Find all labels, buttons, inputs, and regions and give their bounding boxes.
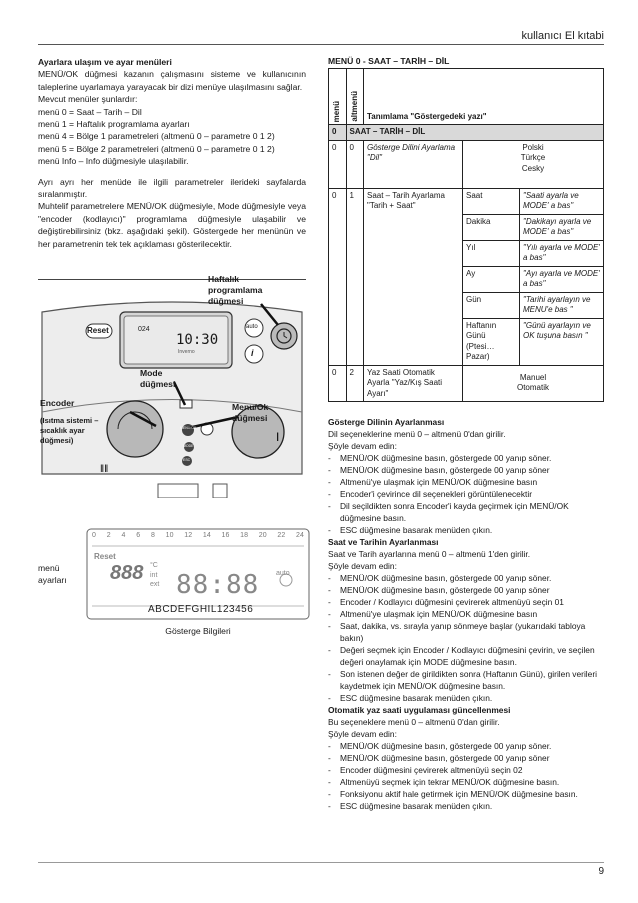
tick-label: 12 (184, 532, 193, 539)
section-heading: Ayarlara ulaşım ve ayar menüleri (38, 57, 172, 67)
row-desc: Saat – Tarih Ayarlama "Tarih + Saat" (364, 188, 463, 365)
lcd-hour-ticks (92, 532, 304, 539)
lcd-text-segment: ABCDEFGHIL123456 (148, 604, 254, 615)
row-alt: 1 (346, 188, 364, 365)
svg-text:‖‖: ‖‖ (100, 464, 109, 475)
step: - Altmenü'ye ulaşmak için MENÜ/OK düğmesine basın (328, 476, 604, 488)
option: Polski (522, 142, 544, 152)
tick-label: 22 (277, 532, 286, 539)
col-altmenu-header: altmenü (346, 69, 364, 125)
step: - Değeri seçmek için Encoder / Kodlayıcı düğmesini çevirin, ve seçilen değeri onaylamak için MODE düğmesine basın. (328, 644, 604, 668)
option: Türkçe (520, 153, 546, 162)
step: - Fonksiyonu aktif hale getirmek için MENÜ/OK düğmesine basın. (328, 788, 604, 800)
step: - MENÜ/OK düğmesine basın, göstergede 00 yanıp söner (328, 584, 604, 596)
dhw-knob[interactable] (232, 406, 284, 458)
tick-label: 10 (165, 532, 174, 539)
figure-caption: Gösterge Bilgileri (165, 626, 231, 636)
option: Manuel (519, 372, 547, 382)
section-cont: Şöyle devam edin: (328, 561, 397, 571)
row-menu: 0 (329, 188, 347, 365)
footer-rule (38, 862, 604, 863)
menu-list-item: menü 4 = Bölge 1 parametreleri (altmenü 0 – parametre 0 1 2) (38, 131, 275, 142)
tick-label: 8 (150, 532, 155, 539)
item-name: Ay (463, 266, 520, 292)
section-title: Otomatik yaz saati uygulaması güncellenmesi (328, 705, 511, 715)
row-menu: 0 (329, 140, 347, 188)
menu-ok-button[interactable]: MENU/OK (180, 426, 197, 430)
tick-label: 14 (202, 532, 211, 539)
row-desc: Gösterge Dilini Ayarlama "Dil" (364, 140, 463, 188)
left-column (38, 56, 306, 250)
lcd-ext: ext (150, 581, 160, 588)
section-title: Saat ve Tarihin Ayarlanması (328, 537, 439, 547)
control-panel-illustration (38, 262, 306, 498)
menu0-table (328, 68, 604, 402)
dst-options (463, 365, 604, 402)
lcd-small-number: 024 (138, 326, 150, 333)
item-note: "Saati ayarla ve MODE' a bas" (520, 188, 604, 214)
item-note: "Yılı ayarla ve MODE' a bas" (520, 240, 604, 266)
step: - ESC düğmesine basarak menüden çıkın. (328, 692, 604, 704)
section-intro: Dil seçeneklerine menü 0 – altmenü 0'dan girilir. (328, 429, 506, 439)
step: - ESC düğmesine basarak menüden çıkın. (328, 800, 604, 812)
step: - Encoder / Kodlayıcı düğmesini çevirerek altmenüyü seçin 01 (328, 596, 604, 608)
lcd-time: 10:30 (176, 332, 219, 348)
language-options (463, 140, 604, 188)
section-title: Gösterge Dilinin Ayarlanması (328, 417, 445, 427)
lcd-reset-segment: Reset (94, 552, 116, 561)
section-intro: Bu seçeneklere menü 0 – altmenü 0'dan girilir. (328, 717, 500, 727)
menu-list-item: menü 0 = Saat – Tarih – Dil (38, 106, 142, 117)
tick-label: 16 (221, 532, 230, 539)
tick-label: 24 (296, 532, 304, 539)
step: - Altmenüyü seçmek için tekrar MENÜ/OK düğmesine basın. (328, 776, 604, 788)
info-icon[interactable]: i (251, 348, 254, 358)
intro-paragraph: MENÜ/OK düğmesi kazanın çalışmasını sisteme ve kullanıcının taleplerine uyarlamaya yarayacak bir dizi menüye ulaşılmasını sağlar. (38, 69, 306, 92)
lcd-auto: auto (276, 570, 290, 577)
tick-label: 2 (106, 532, 111, 539)
encoder-knob[interactable] (107, 401, 163, 457)
lcd-int: int (150, 572, 158, 579)
mode-label: Mode düğmesi (140, 368, 176, 389)
step: - MENÜ/OK düğmesine basın, göstergede 00 yanıp söner. (328, 740, 604, 752)
lcd-season: Inverno (178, 349, 195, 355)
item-note: "Tarihi ayarlayın ve MENU'e bas " (520, 292, 604, 318)
item-name: Dakika (463, 214, 520, 240)
section-cont: Şöyle devam edin: (328, 729, 397, 739)
step: - Saat, dakika, vs. sırayla yanıp sönmeye başlar (yukarıdaki tabloya bakın) (328, 620, 604, 644)
paragraph: Ayrı ayrı her menüde ile ilgili parametreler ilerideki sayfalarda sıralanmıştır. (38, 176, 306, 200)
menus-title: Mevcut menüler şunlardır: (38, 94, 138, 105)
row-desc: Yaz Saati Otomatik Ayarla "Yaz/Kış Saati Ayarı" (364, 365, 463, 402)
lcd-big-digits: 888 (110, 562, 144, 584)
auto-button[interactable]: auto (246, 324, 258, 330)
tick-label: 0 (92, 532, 96, 539)
step: - MENÜ/OK düğmesine basın, göstergede 00 yanıp söner. (328, 452, 604, 464)
mode-button[interactable]: MODE (183, 444, 194, 448)
tick-label: 18 (240, 532, 248, 539)
encoder-label: Encoder (40, 398, 75, 408)
reset-button[interactable]: Reset (87, 326, 109, 335)
page-number: 9 (598, 866, 604, 877)
section-intro: Saat ve Tarih ayarlarına menü 0 – altmenü 1'den girilir. (328, 549, 531, 559)
encoder-sublabel: (Isıtma sistemi – sıcaklık ayar düğmesi) (40, 416, 99, 445)
col-desc-header: Tanımlama "Göstergedeki yazı" (364, 69, 604, 125)
esc-button[interactable]: ESC (183, 458, 191, 462)
step: - Altmenü'ye ulaşmak için MENÜ/OK düğmesine basın (328, 608, 604, 620)
row-menu: 0 (329, 365, 347, 402)
row-head-text: SAAT – TARİH – DİL (346, 125, 604, 141)
row-alt: 0 (346, 140, 364, 188)
menu-list-item: menü 5 = Bölge 2 parametreleri (altmenü 0 – parametre 0 1 2) (38, 143, 275, 154)
running-header: kullanıcı El kıtabi (521, 30, 604, 42)
option: Cesky (521, 163, 545, 173)
header-rule (38, 44, 604, 45)
tick-label: 4 (121, 532, 126, 539)
menu-list-item: menü 1 = Haftalık programlama ayarları (38, 119, 190, 130)
lcd-main-digits: 88:88 (176, 570, 260, 600)
lcd-degree: °C (150, 562, 158, 569)
item-note: "Ayı ayarla ve MODE' a bas" (520, 266, 604, 292)
step: - Encoder düğmesini çevirerek altmenüyü seçin 02 (328, 764, 604, 776)
step: - MENÜ/OK düğmesine basın, göstergede 00 yanıp söner (328, 464, 604, 476)
weekly-programming-label: Haftalık programlama düğmesi (208, 274, 263, 306)
menu0-title: MENÜ 0 - SAAT – TARİH – DİL (328, 56, 450, 66)
lcd-display-figure (86, 528, 310, 620)
step: - Son istenen değer de girildikten sonra (Haftanın Günü), girilen verileri kaydetmek için MENÜ/OK düğmesine basın. (328, 668, 604, 692)
item-name: Gün (463, 292, 520, 318)
tick-label: 20 (258, 532, 267, 539)
step: - MENÜ/OK düğmesine basın, göstergede 00 yanıp söner (328, 752, 604, 764)
step: - MENÜ/OK düğmesine basın, göstergede 00 yanıp söner. (328, 572, 604, 584)
step: - Encoder'i çevirince dil seçenekleri görüntülenecektir (328, 488, 604, 500)
step: - Dil seçildikten sonra Encoder'i kayda geçirmek için MENÜ/OK düğmesine basın. (328, 500, 604, 524)
tick-label: 6 (136, 532, 141, 539)
menu-ok-label: Menu/Ok düğmesi (232, 402, 269, 423)
item-name: Yıl (463, 240, 520, 266)
menu-list-item: menü Info – Info düğmesiyle ulaşılabilir. (38, 156, 189, 167)
item-name: Haftanın Günü (Ptesi… Pazar) (463, 318, 520, 365)
paragraph: Muhtelif parametrelere MENÜ/OK düğmesiyle, Mode düğmesiyle veya "encoder (kodlayıcı)" programlama düğmesiyle ulaşabilir ve değiştirebilirsiniz (bkz. aşağıdaki şekil). Göstergede her menünün ve her parametrenin tek tek açıklaması gösterilecektir. (38, 201, 306, 249)
item-note: "Dakikayı ayarla ve MODE' a bas" (520, 214, 604, 240)
instructions (328, 416, 604, 812)
item-name: Saat (463, 188, 520, 214)
item-note: "Günü ayarlayın ve OK tuşuna basın " (520, 318, 604, 365)
row-alt: 2 (346, 365, 364, 402)
menu-settings-label: menü ayarları (38, 563, 67, 585)
section-cont: Şöyle devam edin: (328, 441, 397, 451)
row-head-menu: 0 (329, 125, 347, 141)
svg-text:I: I (276, 430, 280, 444)
step: - ESC düğmesine basarak menüden çıkın. (328, 524, 604, 536)
option: Otomatik (516, 383, 549, 393)
weekly-programming-button[interactable] (272, 322, 298, 350)
col-menu-header: menü (329, 69, 347, 125)
